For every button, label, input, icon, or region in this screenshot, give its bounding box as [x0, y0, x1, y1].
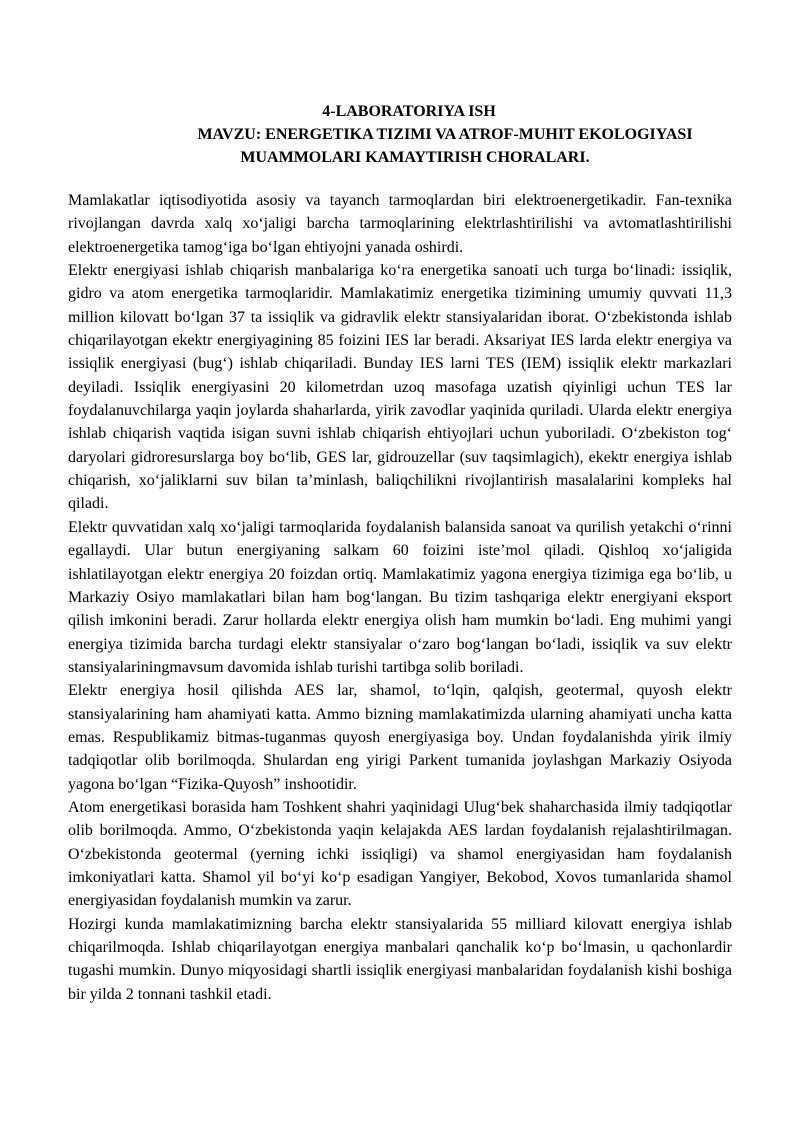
paragraph: Mamlakatlar iqtisodiyotida asosiy va tayanch tarmoqlardan biri elektroenergetikadir. Fan-texnika rivojlangan davrda xalq xo‘jaligi barcha tarmoqlarining elektrlashtirilishi va avtomatlashtirilishi elektroenergetika tamog‘iga bo‘lgan ehtiyojni yanada oshirdi. — [68, 192, 732, 256]
topic-title-line-2: MUAMMOLARI KAMAYTIRISH CHORALARI. — [240, 149, 590, 166]
paragraph: Elektr quvvatidan xalq xo‘jaligi tarmoqlarida foydalanish balansida sanoat va qurilish yetakchi o‘rinni egallaydi. Ular butun energiyaning salkam 60 foizini iste’mol qiladi. Qishloq xo‘jaligida ishlatilayotgan elektr energiya 20 foizdan ortiq. Mamlakatimiz yagona energiya tizimiga ega bo‘lib, u Markaziy Osiyo mamlakatlari bilan ham bog‘langan. Bu tizim tashqariga elektr energiyani eksport qilish imkonini beradi. Zarur hollarda elektr energiya olish ham mumkin bo‘ladi. Eng muhimi yangi energiya tizimida barcha turdagi elektr stansiyalar o‘zaro bog‘langan bo‘ladi, issiqlik va suv elektr stansiyalariningmavsum davomida ishlab turishi tartibga solib boriladi. — [68, 518, 732, 676]
lab-number-title: 4-LABORATORIYA ISH — [322, 103, 496, 120]
paragraph: Hozirgi kunda mamlakatimizning barcha elektr stansiyalarida 55 milliard kilovatt energiya ishlab chiqarilmoqda. Ishlab chiqarilayotgan energiya manbalari qanchalik ko‘p bo‘lmasin, u qachonlardir tugashi mumkin. Dunyo miqyosidagi shartli issiqlik energiyasi manbalaridan foydalanish kishi boshiga bir yilda 2 tonnani tashkil etadi. — [68, 915, 732, 1003]
topic-title-line-1: MAVZU: ENERGETIKA TIZIMI VA ATROF-MUHIT EKOLOGIYASI — [197, 126, 693, 143]
paragraph: Elektr energiyasi ishlab chiqarish manbalariga ko‘ra energetika sanoati uch turga bo‘linadi: issiqlik, gidro va atom energetika tarmoqlaridir. Mamlakatimiz energetika tizimining umumiy quvvati 11,3 million kilovatt bo‘lgan 37 ta issiqlik va gidravlik elektr stansiyalaridan iborat. O‘zbekistonda ishlab chiqarilayotgan ekektr energiyagining 85 foizini IES lar beradi. Aksariyat IES larda elektr energiya va issiqlik energiyasi (bug‘) ishlab chiqariladi. Bunday IES larni TES (IEM) issiqlik elektr markazlari deyiladi. Issiqlik energiyasini 20 kilometrdan uzoq masofaga uzatish qiyinligi uchun TES lar foydalanuvchilarga yaqin joylarda shaharlarda, yirik zavodlar yaqinida quriladi. Ularda elektr energiya ishlab chiqarish vaqtida isigan suvni ishlab chiqarish ehtiyojlari uchun yuboriladi. O‘zbekiston tog‘ daryolari gidroresurslarga boy bo‘lib, GES lar, gidrouzellar (suv taqsimlagich), ekektr energiya ishlab chiqarish, xo‘jaliklarni suv bilan ta’minlash, baliqchilikni rivojlantirish masalalarini kompleks hal qiladi. — [68, 262, 732, 513]
document-page — [68, 100, 732, 1006]
paragraph: Atom energetikasi borasida ham Toshkent shahri yaqinidagi Ulug‘bek shaharchasida ilmiy tadqiqotlar olib borilmoqda. Ammo, O‘zbekistonda yaqin kelajakda AES lardan foydalanish rejalashtirilmagan. O‘zbekistonda geotermal (yerning ichki issiqligi) va shamol energiyasidan ham foydalanish imkoniyatlari katta. Shamol yil bo‘yi ko‘p esadigan Yangiyer, Bekobod, Xovos tumanlarida shamol energiyasidan foydalanish mumkin va zarur. — [68, 798, 732, 910]
document-body — [68, 189, 732, 1006]
document-heading — [68, 100, 732, 169]
paragraph: Elektr energiya hosil qilishda AES lar, shamol, to‘lqin, qalqish, geotermal, quyosh elektr stansiyalarining ham ahamiyati katta. Ammo bizning mamlakatimizda ularning ahamiyati uncha katta emas. Respublikamiz bitmas-tuganmas quyosh energiyasiga boy. Undan foydalanishda yirik ilmiy tadqiqotlar olib borilmoqda. Shulardan eng yirigi Parkent tumanida joylashgan Markaziy Osiyoda yagona bo‘lgan “Fizika-Quyosh” inshootidir. — [68, 682, 732, 793]
